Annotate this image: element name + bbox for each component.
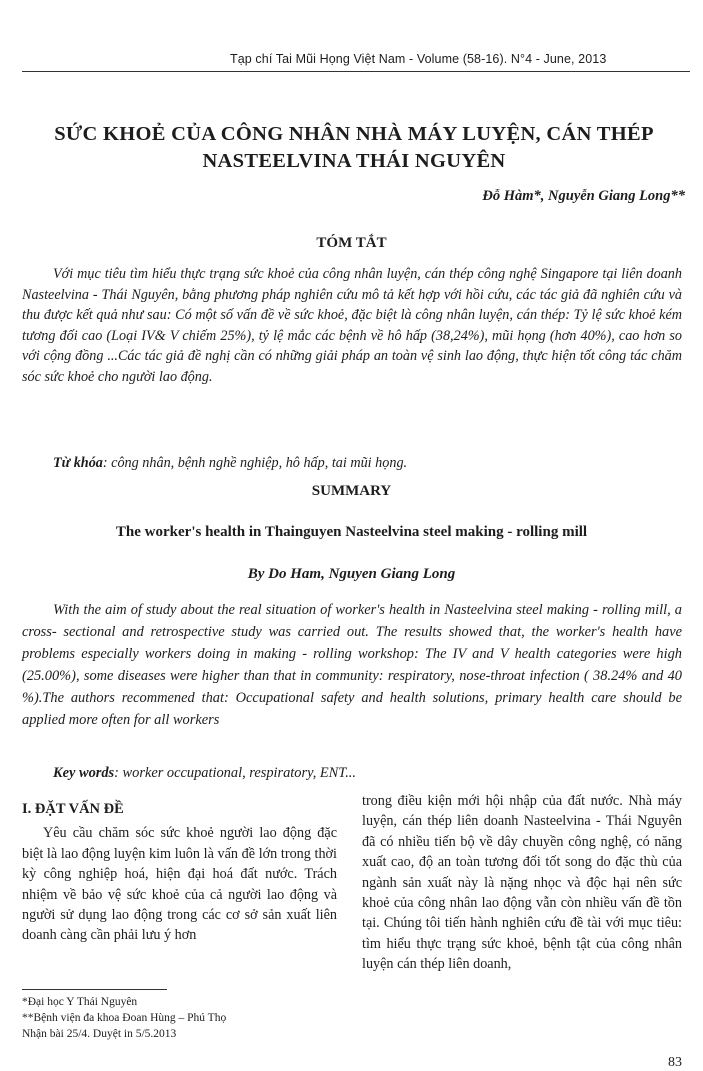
article-title [20,121,688,175]
keywords-en-list: : worker occupational, respiratory, ENT... [114,765,357,781]
footnote-rule [22,989,167,990]
keywords-en-label: Key words [53,765,115,781]
summary-heading: SUMMARY [311,483,392,499]
section-right-text: trong điều kiện mới hội nhập của đất nước. Nhà máy luyện, cán thép liên doanh Nasteelvina - Thái Nguyên đã có nhiều tiến bộ về dây chuyền công nghệ, có năng xuất cao, độ an toàn tương đối tốt song do đặc thù của ngành sản xuất này là nặng nhọc và độc hại nên sức khoẻ của công nhân lao động vẫn còn nhiều vấn đề tồn tại. Chúng tôi tiến hành nghiên cứu đề tài với mục tiêu: tìm hiểu thực trạng sức khoẻ, bệnh tật của công nhân luyện cán thép liên doanh, [362,793,682,973]
abstract-vi-body: Với mục tiêu tìm hiểu thực trạng sức khoẻ của công nhân luyện, cán thép công nghệ Singapore tại liên doanh Nasteelvina - Thái Nguyên, bằng phương pháp nghiên cứu mô tả kết hợp với hồi cứu, các tác giả đã nghiên cứu và thu được kết quả như sau: Có một số vấn đề về sức khoẻ, đặc biệt là công nhân luyện, cán thép: Tỷ lệ sức khoẻ kém tương đối cao (Loại IV& V chiếm 25%), tỷ lệ mắc các bệnh về hô hấp (38,24%), mũi họng (hơn 40%), cao hơn so với cộng đồng ...Các tác giả đề nghị cần có những giải pháp an toàn vệ sinh lao động, thực hiện tốt công tác chăm sóc sức khoẻ cho người lao động. [22,266,682,385]
header-rule [22,71,690,72]
keywords-vi [53,455,683,472]
authors-vi: Đỗ Hàm*, Nguyễn Giang Long** [482,188,685,204]
footnotes [22,994,342,1042]
footnote-affiliation-2: **Bệnh viện đa khoa Đoan Hùng – Phú Thọ [22,1012,227,1024]
section-left-text: Yêu cầu chăm sóc sức khoẻ người lao động đặc biệt là lao động luyện kim luôn là vấn đề lớn trong thời kỳ công nghiệp hoá, hiện đại hoá đất nước. Trách nhiệm về bảo vệ sức khoẻ của cả người lao động và người sử dụng lao động trong các cơ sở sản xuất liên doanh càng cần phải lưu ý hơn [22,825,337,944]
keywords-en [53,765,683,782]
keywords-vi-list: : công nhân, bệnh nghề nghiệp, hô hấp, tai mũi họng. [102,455,408,471]
article-title-line2: NASTEELVINA THÁI NGUYÊN [202,150,506,172]
section-heading: I. ĐẶT VẤN ĐỀ [22,801,124,817]
left-column [22,799,337,946]
summary-title: The worker's health in Thainguyen Nasteelvina steel making - rolling mill [115,524,588,540]
abstract-vi-heading: TÓM TẮT [316,235,387,251]
running-header: Tạp chí Tai Mũi Họng Việt Nam - Volume (58-16). N°4 - June, 2013 [230,52,607,66]
summary-authors: By Do Ham, Nguyen Giang Long [247,566,456,582]
footnote-received: Nhận bài 25/4. Duyệt in 5/5.2013 [22,1028,177,1040]
keywords-vi-label: Từ khóa [53,455,103,471]
right-column [362,791,682,975]
summary-body: With the aim of study about the real situation of worker's health in Nasteelvina steel making - rolling mill, a cross- sectional and retrospective study was carried out. The results showed that, the worker's health have problems especially workers doing in making - rolling workshop: The IV and V health categories were high (25.00%), some diseases were higher than that in community: respiratory, nose-throat infection ( 38.24% and 40 %).The authors recommened that: Occupational safety and health solutions, primary health care should be applied more often for all workers [22,602,682,728]
page-number: 83 [668,1055,682,1070]
footnote-affiliation-1: *Đại học Y Thái Nguyên [22,996,138,1008]
article-title-line1: SỨC KHOẺ CỦA CÔNG NHÂN NHÀ MÁY LUYỆN, CÁN THÉP [54,123,654,145]
